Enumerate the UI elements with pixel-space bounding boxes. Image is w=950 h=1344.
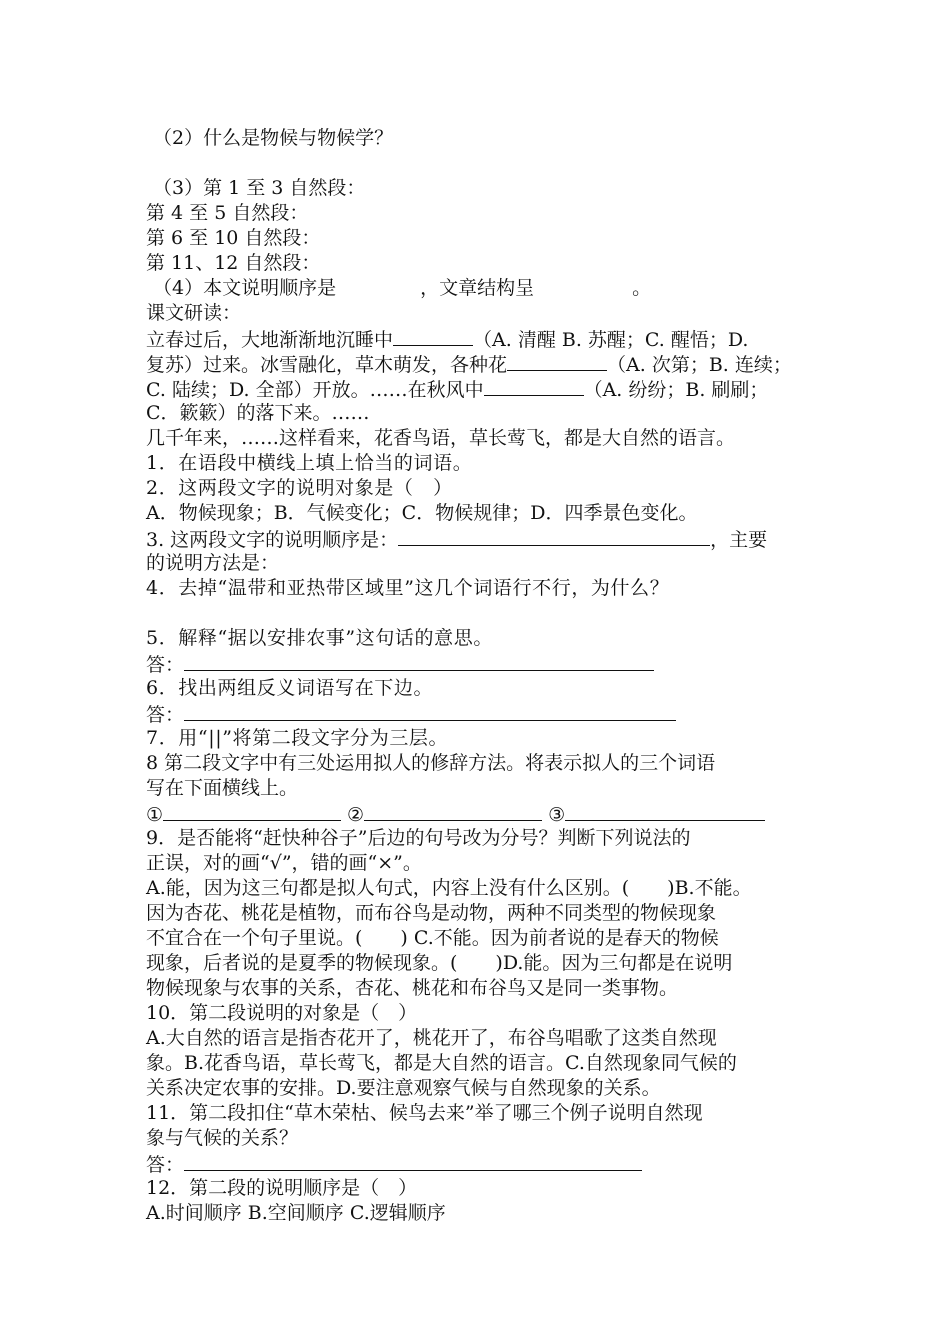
exercise-8-answers bbox=[146, 801, 765, 825]
exercise-10-option-line: A.大自然的语言是指杏花开了，桃花开了，布谷鸟唱歌了这类自然现 bbox=[146, 1027, 717, 1049]
exercise-9-option-line: 现象，后者说的是夏季的物候现象。( )D.能。因为三句都是在说明 bbox=[146, 952, 733, 974]
exercise-3 bbox=[146, 526, 767, 550]
passage-text: 复苏）过来。冰雪融化，草木萌发，各种花 bbox=[146, 354, 508, 376]
answer-line[interactable] bbox=[364, 801, 542, 821]
exercise-5: 5．解释“据以安排农事”这句话的意思。 bbox=[146, 627, 493, 649]
exercise-9: 9．是否能将“赶快种谷子”后边的句号改为分号？判断下列说法的 bbox=[146, 827, 691, 849]
question-4-part-3: 。 bbox=[632, 277, 652, 299]
exercise-8-cont: 写在下面横线上。 bbox=[146, 777, 299, 799]
question-4 bbox=[153, 276, 651, 300]
answer-label: 答： bbox=[146, 704, 185, 726]
exercise-12-options: A.时间顺序 B.空间顺序 C.逻辑顺序 bbox=[146, 1202, 446, 1224]
exercise-9-option-line: 因为杏花、桃花是植物，而布谷鸟是动物，两种不同类型的物候现象 bbox=[146, 902, 717, 924]
exercise-11: 11．第二段扣住“草木荣枯、候鸟去来”举了哪三个例子说明自然现 bbox=[146, 1102, 703, 1124]
passage-line bbox=[146, 326, 748, 350]
fill-blank[interactable] bbox=[393, 326, 473, 346]
answer-label: 答： bbox=[146, 654, 185, 676]
question-3-para-6-10: 第 6 至 10 自然段： bbox=[146, 227, 321, 249]
question-3-para-11-12: 第 11、12 自然段： bbox=[146, 252, 321, 274]
passage-line bbox=[146, 351, 792, 375]
answer-label: 答： bbox=[146, 1154, 185, 1176]
exercise-9-option-line: 物候现象与农事的关系，杏花、桃花和布谷鸟又是同一类事物。 bbox=[146, 977, 679, 999]
exercise-10-option-line: 象。B.花香鸟语，草长莺飞，都是大自然的语言。C.自然现象同气候的 bbox=[146, 1052, 737, 1074]
circled-3: ③ bbox=[548, 804, 566, 826]
answer-line[interactable] bbox=[163, 801, 341, 821]
exercise-4: 4．去掉“温带和亚热带区域里”这几个词语行不行，为什么？ bbox=[146, 577, 670, 599]
passage-text: （A. 次第；B. 连续； bbox=[607, 354, 792, 376]
exercise-2-options: A．物候现象；B．气候变化；C．物候规律；D．四季景色变化。 bbox=[146, 502, 698, 524]
question-3-para-1-3: （3）第 1 至 3 自然段： bbox=[153, 177, 366, 199]
answer-line[interactable] bbox=[565, 801, 765, 821]
circled-1: ① bbox=[146, 804, 164, 826]
exercise-9-option-line: A.能，因为这三句都是拟人句式，内容上没有什么区别。( )B.不能。 bbox=[146, 877, 752, 899]
passage-line: C．簌簌）的落下来。…… bbox=[146, 402, 370, 424]
exercise-9-option-line: 不宜合在一个句子里说。( ) C.不能。因为前者说的是春天的物候 bbox=[146, 927, 719, 949]
question-4-part-2: ，文章结构呈 bbox=[420, 277, 535, 299]
passage-text: （A. 清醒 B. 苏醒；C. 醒悟；D. bbox=[473, 329, 749, 351]
exercise-11-cont: 象与气候的关系？ bbox=[146, 1127, 299, 1149]
passage-text: 立春过后，大地渐渐地沉睡中 bbox=[146, 329, 394, 351]
exercise-2: 2．这两段文字的说明对象是（ ） bbox=[146, 477, 453, 499]
fill-blank[interactable] bbox=[507, 351, 607, 371]
fill-blank[interactable] bbox=[484, 376, 584, 396]
exercise-9-cont: 正误，对的画“√”，错的画“×”。 bbox=[146, 852, 422, 874]
exercise-10-option-line: 关系决定农事的安排。D.要注意观察气候与自然现象的关系。 bbox=[146, 1077, 661, 1099]
exercise-3-cont: 的说明方法是： bbox=[146, 552, 280, 574]
exercise-12: 12．第二段的说明顺序是（ ） bbox=[146, 1177, 418, 1199]
exercise-3-text: ，主要 bbox=[710, 529, 768, 551]
passage-text: C. 陆续；D. 全部）开放。……在秋风中 bbox=[146, 379, 484, 401]
question-4-part-1: （4）本文说明顺序是 bbox=[153, 277, 337, 299]
passage-line bbox=[146, 376, 768, 400]
answer-line[interactable] bbox=[184, 1151, 642, 1171]
passage-line: 几千年来，……这样看来，花香鸟语，草长莺飞，都是大自然的语言。 bbox=[146, 427, 736, 449]
exercise-1: 1．在语段中横线上填上恰当的词语。 bbox=[146, 452, 473, 474]
section-heading: 课文研读： bbox=[146, 302, 242, 324]
question-2: （2）什么是物候与物候学？ bbox=[153, 127, 394, 149]
question-3-para-4-5: 第 4 至 5 自然段： bbox=[146, 202, 309, 224]
exercise-6: 6．找出两组反义词语写在下边。 bbox=[146, 677, 434, 699]
exercise-8: 8 第二段文字中有三处运用拟人的修辞方法。将表示拟人的三个词语 bbox=[146, 752, 716, 774]
exercise-10: 10．第二段说明的对象是（ ） bbox=[146, 1002, 418, 1024]
answer-line[interactable] bbox=[184, 651, 654, 671]
answer-line[interactable] bbox=[398, 526, 710, 546]
exercise-7: 7．用“||”将第二段文字分为三层。 bbox=[146, 727, 449, 749]
circled-2: ② bbox=[347, 804, 365, 826]
passage-text: （A. 纷纷；B. 刷刷； bbox=[583, 379, 769, 401]
exercise-3-text: 3. 这两段文字的说明顺序是： bbox=[146, 529, 399, 551]
exercise-5-answer bbox=[146, 651, 654, 675]
answer-line[interactable] bbox=[184, 701, 676, 721]
exercise-6-answer bbox=[146, 701, 676, 725]
exercise-11-answer bbox=[146, 1151, 642, 1175]
